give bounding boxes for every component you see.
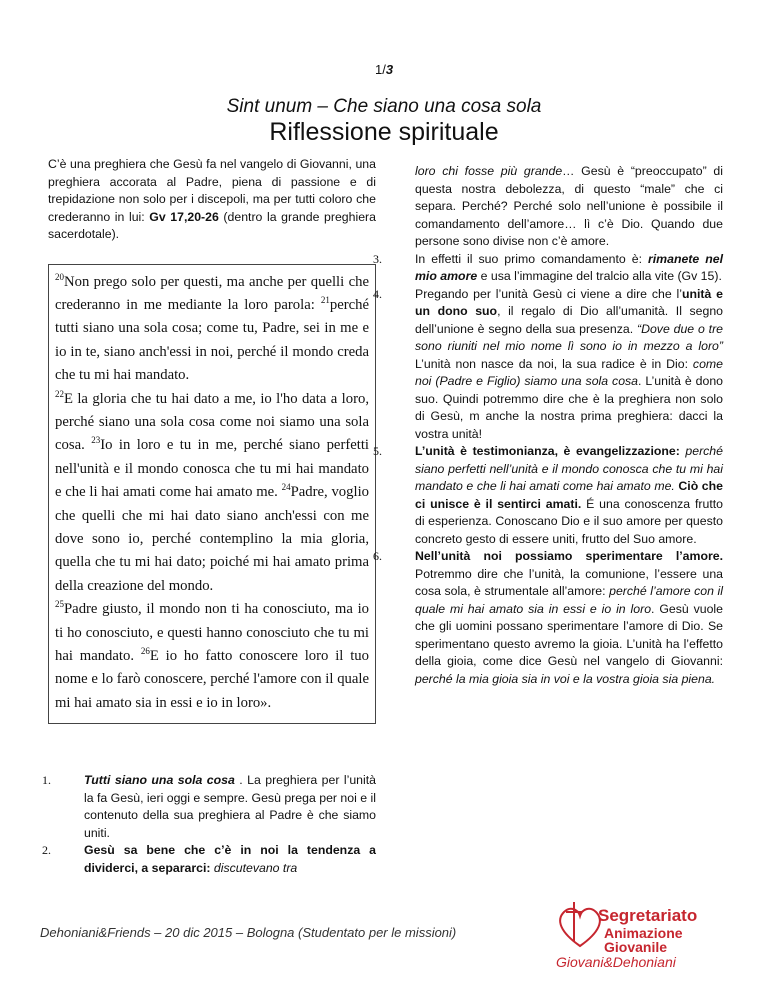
list-item: 6. Nell’unità noi possiamo sperimentare l’amore. Potremmo dire che l’unità, la comunione, l’essere una cosa sola, è strumentale all’amore: perché l’amore con il quale mi hai amato sia in essi e io in loro. Gesù vuole che gli uomini possano sperimentare l’amore di Dio. Se sperimentano questo avremo la gioia. L’unità ha l’effetto della gioia, come dice Gesù nel vangelo di Giovanni: perché la mia gioia sia in voi e la vostra gioia sia piena. [373,549,723,686]
reflection-list-right [373,251,723,689]
logo-line-2: Animazione [604,925,683,941]
list-item: 3. In effetti il suo primo comandamento è: rimanete nel mio amore e usa l’immagine del tralcio alla vite (Gv 15). [373,251,723,283]
page-number: 1/3 [374,62,394,77]
logo-line-4: Giovani&Dehoniani [556,954,676,970]
right-column [373,163,724,688]
list-item-continuation: loro chi fosse più grande… Gesù è “preoccupato” di questa nostra debolezza, di questo “male” che ci separa. Perché? Perché solo nell’unione è possibile il comandamento dell’amore… lì c’è Dio. Quando due persone sono divise non c’è amore. [415,164,723,248]
logo [548,896,748,970]
heart-cross-icon [550,896,610,956]
logo-line-3: Giovanile [604,939,668,955]
left-column [42,156,376,877]
logo-line-1: Segretariato [598,906,698,925]
intro-paragraph: C’è una preghiera che Gesù fa nel vangelo di Giovanni, una preghiera accorata al Padre, piena di passione e di trepidazione non solo per i discepoli, ma per tutti coloro che crederanno in lui: Gv 17,20-26 (dentro la grande preghiera sacerdotale). [48,157,376,241]
list-item: 5. L’unità è testimonianza, è evangelizzazione: perché siano perfetti nell’unità e il mondo conosca che tu mi hai mandato e che li hai amati come hai amato me. Ciò che ci unisce è il sentirci amati. É una conoscenza frutto di esperienza. Conoscano Dio e il suo amore per questo concreto gesto di essere uniti, frutto del Suo amore. [373,444,723,546]
page-subtitle: Sint unum – Che siano una cosa sola [226,96,542,117]
footer-text: Dehoniani&Friends – 20 dic 2015 – Bologna (Studentato per le missioni) [40,925,457,940]
reflection-list-left [42,772,376,877]
page-title: Riflessione spirituale [269,118,499,146]
list-item: 4. Pregando per l’unità Gesù ci viene a dire che l’unità e un dono suo, il regalo di Dio all’umanità. Il segno dell’unione è segno della sua presenza. “Dove due o tre sono riuniti nel mio nome lì sono io in mezzo a loro” L’unità non nasce da noi, la sua radice è in Dio: come noi (Padre e Figlio) siamo una sola cosa. L’unità è dono suo. Quindi potremmo dire che è la preghiera non solo di Gesù, m anche la nostra prima preghiera: dacci la vostra unità! [373,286,724,441]
list-item: 2. Gesù sa bene che c’è in noi la tendenza a dividerci, a separarci: discutevano tra [42,843,376,875]
gospel-reference: Gv 17,20-26 [149,209,219,224]
gospel-quote-box: $^{20}$Non prego solo per questi, ma anche per quelli che crederanno in me mediante la loro parola: $^{21}$perché tutti siano una sola cosa; come tu, Padre, sei in me e io in te, siano anch'essi in noi, perché il mondo creda che tu mi hai mandato. $^{22}$E la gloria che tu hai dato a me, io l'ho data a loro, perché siano una sola cosa come noi siamo una sola cosa. $^{23}$Io in loro e tu in me, perché siano perfetti nell'unità e il mondo conosca che tu mi hai mandato e che li hai amati come hai amato me. $^{24}$Padre, voglio che quelli che mi hai dato siano anch'essi con me dove sono io, perché contemplino la mia gloria, quella che tu mi hai dato; poiché mi hai amato prima della creazione del mondo. $^{25}$Padre giusto, il mondo non ti ha conosciuto, ma io ti ho conosciuto, e questi hanno conosciuto che tu mi hai mandato. $^{26}$E io ho fatto conoscere loro il tuo nome e lo farò conoscere, perché l'amore con il quale mi hai amato sia in essi e io in loro». [48,264,376,725]
list-item: 1. Tutti siano una sola cosa . La preghiera per l’unità la fa Gesù, ieri oggi e sempre. Gesù prega per noi e il contenuto della sua preghiera al Padre è che siamo uniti. [42,773,376,840]
